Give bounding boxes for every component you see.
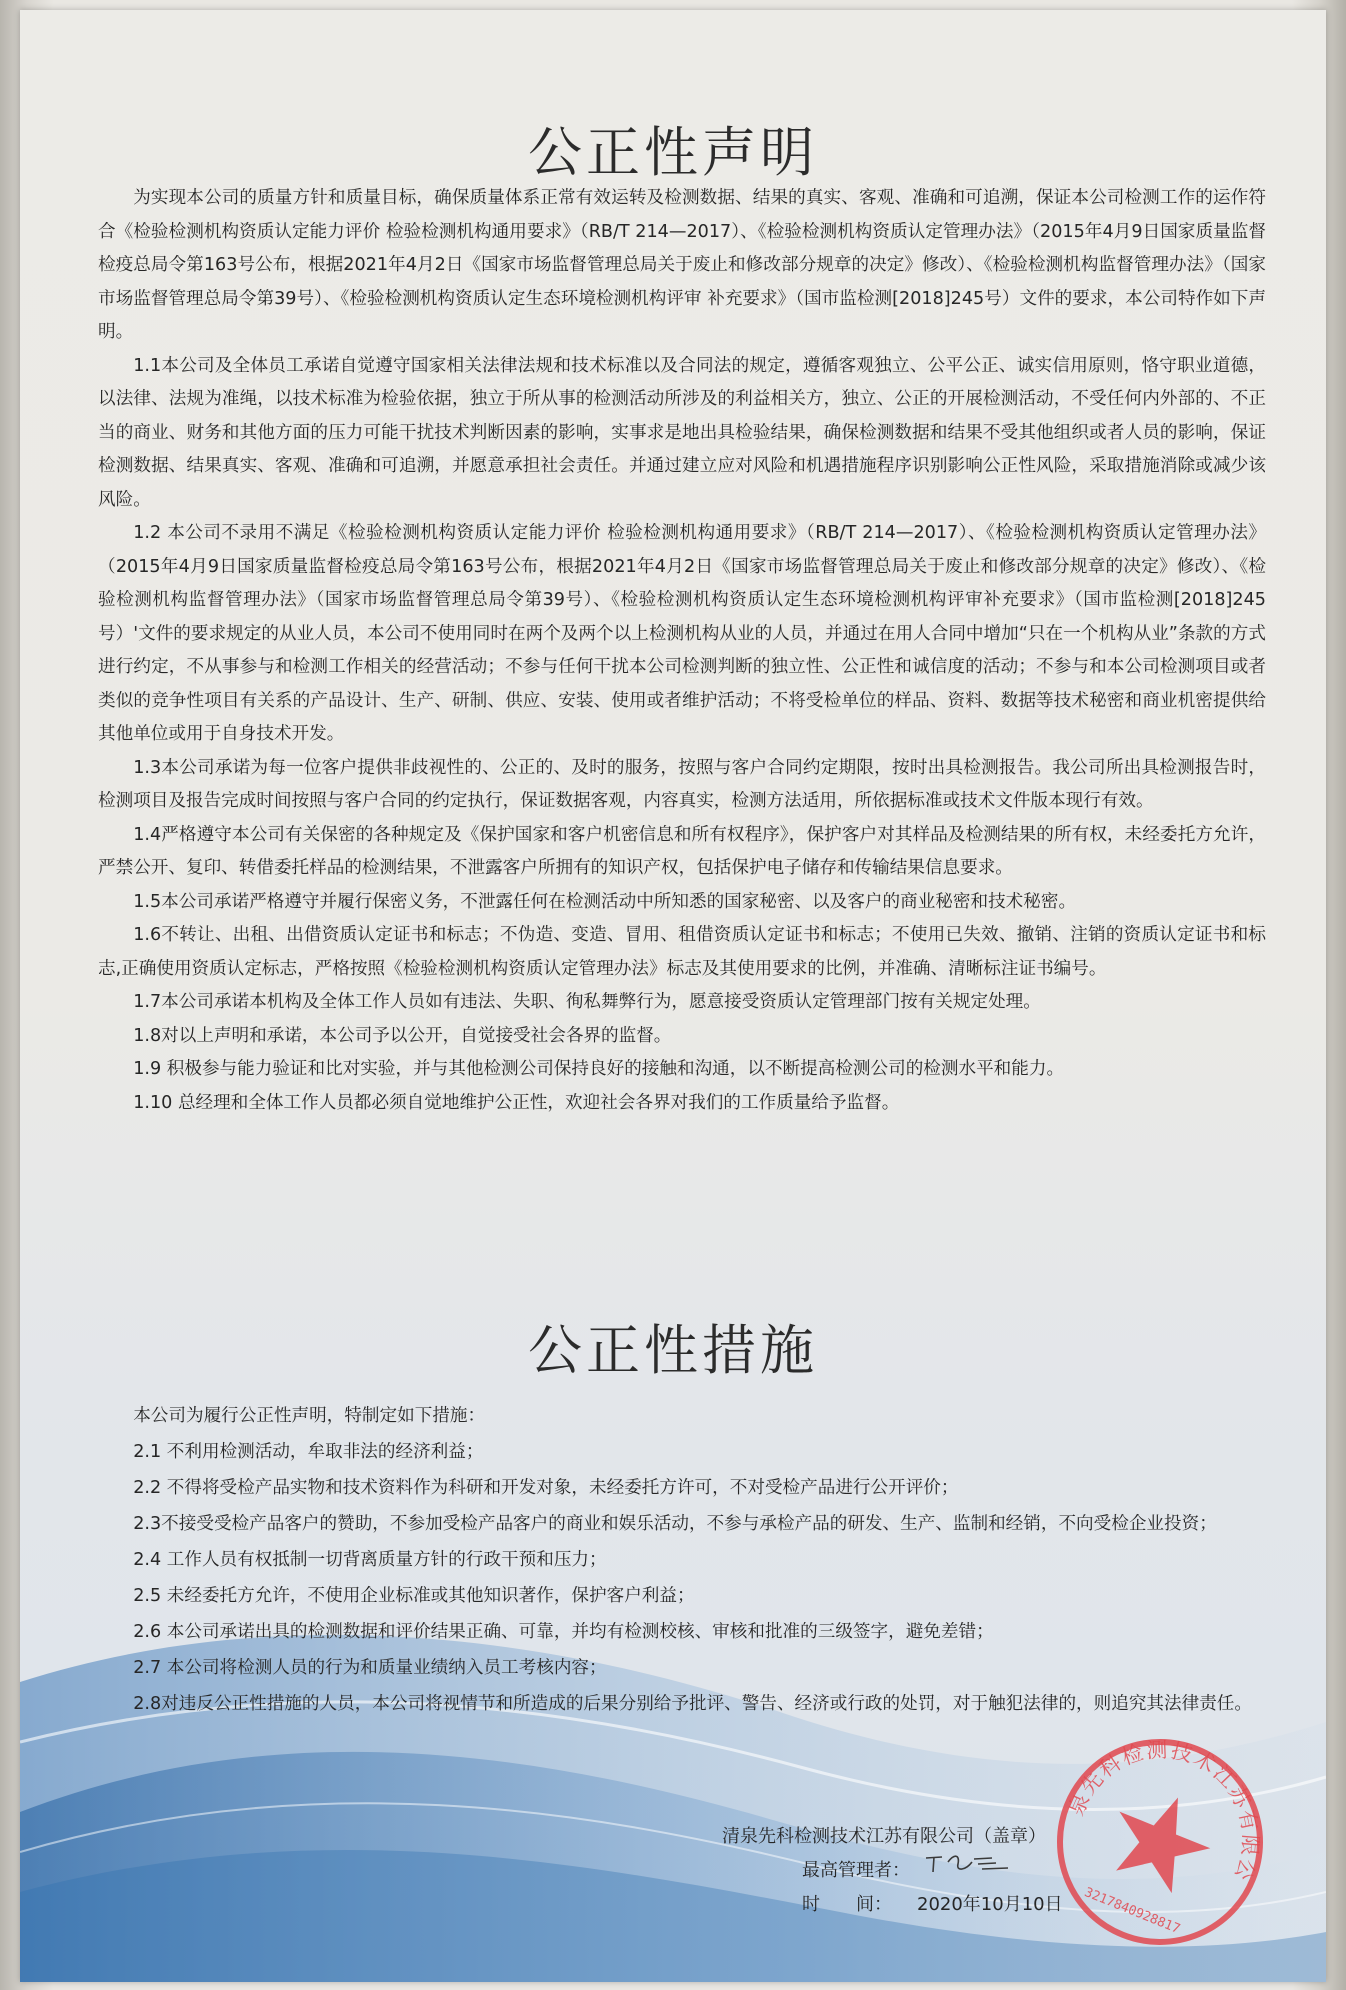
statement-item: 1.7本公司承诺本机构及全体工作人员如有违法、失职、徇私舞弊行为，愿意接受资质认定管理部门按有关规定处理。 [133,992,1041,1012]
statement-item: 1.6不转让、出租、出借资质认定证书和标志；不伪造、变造、冒用、租借资质认定证书和标志；不使用已失效、撤销、注销的资质认定证书和标志,正确使用资质认定标志，严格按照《检验检测机构资质认定管理办法》标志及其使用要求的比例，并准确、清晰标注证书编号。 [98,925,1266,979]
measures-item: 2.4 工作人员有权抵制一切背离质量方针的行政干预和压力； [133,1550,607,1570]
company-name: 清泉先科检测技术江苏有限公司（盖章） [722,1826,1046,1847]
statement-item: 1.4严格遵守本公司有关保密的各种规定及《保护国家和客户机密信息和所有权程序》，保护客户对其样品及检测结果的所有权，未经委托方允许，严禁公开、复印、转借委托样品的检测结果，不泄露客户所拥有的知识产权，包括保护电子储存和传输结果信息要求。 [98,824,1266,878]
manager-label: 最高管理者： [802,1860,910,1881]
statement-item: 1.10 总经理和全体工作人员都必须自觉地维护公正性，欢迎社会各界对我们的工作质量给予监督。 [133,1092,900,1113]
company-seal-stamp [1050,1732,1270,1952]
notice-board [20,10,1326,1982]
measures-item: 2.2 不得将受检产品实物和技术资料作为科研和开发对象，未经委托方许可，不对受检产品进行公开评价； [133,1478,959,1498]
time-label: 时 间： [802,1894,892,1915]
measures-item: 2.5 未经委托方允许，不使用企业标准或其他知识著作，保护客户利益； [133,1586,695,1606]
statement-item: 1.5本公司承诺严格遵守并履行保密义务，不泄露任何在检测活动中所知悉的国家秘密、以及客户的商业秘密和技术秘密。 [133,891,1077,912]
measures-item: 2.6 本公司承诺出具的检测数据和评价结果正确、可靠，并均有检测校核、审核和批准的三级签字，避免差错； [133,1622,994,1642]
svg-text:3217840928817: 3217840928817 [1082,1885,1183,1938]
statement-intro: 为实现本公司的质量方针和质量目标，确保质量体系正常有效运转及检测数据、结果的真实、客观、准确和可追溯，保证本公司检测工作的运作符合《检验检测机构资质认定能力评价 检验检测机构通用要求》（RB/T 214—2017）、《检验检测机构资质认定管理办法》（2015年4月9日国家质量监督检疫总局令第163号公布，根据2021年4月2日《国家市场监督管理总局关于废止和修改部分规章的决定》修改）、《检验检测机构监督管理办法》（国家市场监督管理总局令第39号）、《检验检测机构资质认定生态环境检测机构评审 补充要求》（国市监检测[2018]245号）文件的要求，本公司特作如下声明。 [98,188,1266,342]
measures-body [98,1398,1266,1722]
svg-text:清泉先科检测技术江苏有限公司: 清泉先科检测技术江苏有限公司 [1063,1737,1263,1886]
statement-item: 1.3本公司承诺为每一位客户提供非歧视性的、公正的、及时的服务，按照与客户合同约定期限，按时出具检测报告。我公司所出具检测报告时，检测项目及报告完成时间按照与客户合同的约定执行，保证数据客观，内容真实，检测方法适用，所依据标准或技术文件版本现行有效。 [98,757,1266,811]
statement-title: 公正性声明 [528,121,818,184]
measures-title: 公正性措施 [528,1319,818,1382]
measures-item: 2.1 不利用检测活动，牟取非法的经济利益； [133,1442,484,1462]
issue-date: 2020年10月10日 [917,1894,1063,1915]
handwritten-signature [922,1850,1014,1876]
measures-item: 2.8对违反公正性措施的人员，本公司将视情节和所造成的后果分别给予批评、警告、经济或行政的处罚，对于触犯法律的，则追究其法律责任。 [133,1694,1252,1714]
measures-item: 2.3不接受受检产品客户的赞助，不参加受检产品客户的商业和娱乐活动，不参与承检产品的研发、生产、监制和经销，不向受检企业投资； [133,1514,1217,1534]
statement-item: 1.9 积极参与能力验证和比对实验，并与其他检测公司保持良好的接触和沟通，以不断提高检测公司的检测水平和能力。 [133,1059,1065,1079]
measures-intro: 本公司为履行公正性声明，特制定如下措施： [133,1406,486,1426]
statement-item: 1.8对以上声明和承诺，本公司予以公开，自觉接受社会各界的监督。 [133,1025,672,1046]
statement-item: 1.2 本公司不录用不满足《检验检测机构资质认定能力评价 检验检测机构通用要求》（RB/T 214—2017）、《检验检测机构资质认定管理办法》（2015年4月9日国家质量监督检疫总局令第163号公布，根据2021年4月2日《国家市场监督管理总局关于废止和修改部分规章的决定》修改）、《检验检测机构监督管理办法》（国家市场监督管理总局令第39号）、《检验检测机构资质认定生态环境检测机构评审补充要求》（国市监检测[2018]245号）'文件的要求规定的从业人员，本公司不使用同时在两个及两个以上检测机构从业的人员，并通过在用人合同中增加“只在一个机构从业”条款的方式进行约定，不从事参与和检测工作相关的经营活动；不参与任何干扰本公司检测判断的独立性、公正性和诚信度的活动；不参与和本公司检测项目或者类似的竞争性项目有关系的产品设计、生产、研制、供应、安装、使用或者维护活动；不将受检单位的样品、资料、数据等技术秘密和商业机密提供给其他单位或用于自身技术开发。 [98,523,1266,744]
measures-item: 2.7 本公司将检测人员的行为和质量业绩纳入员工考核内容； [133,1658,607,1678]
statement-body [98,182,1266,1120]
statement-item: 1.1本公司及全体员工承诺自觉遵守国家相关法律法规和技术标准以及合同法的规定，遵循客观独立、公平公正、诚实信用原则，恪守职业道德，以法律、法规为准绳，以技术标准为检验依据，独立于所从事的检测活动所涉及的利益相关方，独立、公正的开展检测活动，不受任何内外部的、不正当的商业、财务和其他方面的压力可能干扰技术判断因素的影响，实事求是地出具检验结果，确保检测数据和结果不受其他组织或者人员的影响，保证检测数据、结果真实、客观、准确和可追溯，并愿意承担社会责任。并通过建立应对风险和机遇措施程序识别影响公正性风险，采取措施消除或减少该风险。 [98,355,1266,510]
